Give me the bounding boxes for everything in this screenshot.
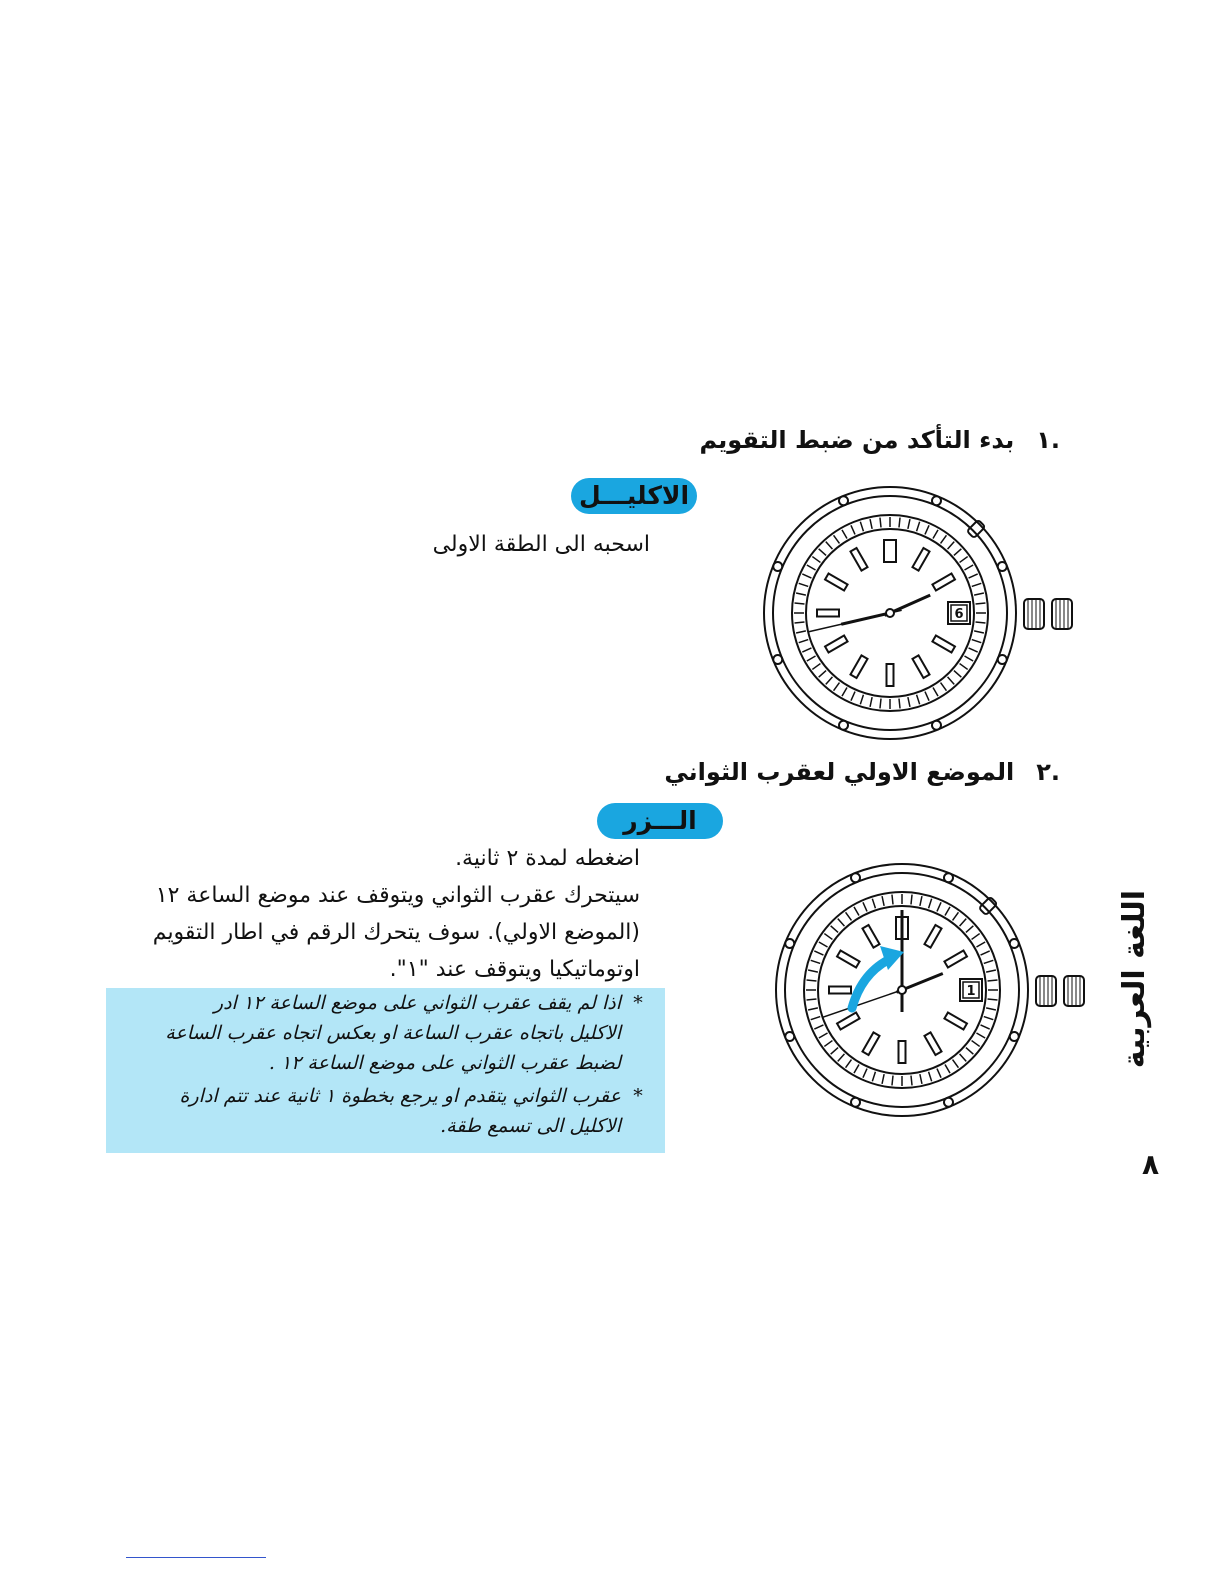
minute-tick (899, 699, 900, 709)
minute-tick (807, 565, 816, 570)
minute-tick (929, 1072, 932, 1082)
footer-line (126, 1557, 266, 1558)
minute-tick (795, 603, 805, 604)
minute-tick (933, 530, 938, 539)
minute-tick (796, 631, 806, 633)
minute-tick (908, 519, 910, 529)
bezel-screw (785, 939, 794, 948)
minute-tick (911, 1076, 912, 1086)
minute-tick (911, 895, 912, 905)
note-2-line-2: الاكليل الى تسمع طقة. (440, 1115, 621, 1137)
minute-tick (846, 912, 852, 920)
note-1-line-1: * اذا لم يقف عقرب الثواني على موضع الساعة ١٢ ادر (213, 992, 643, 1014)
bezel-screw (932, 721, 941, 730)
note-list (106, 988, 665, 1141)
bezel-screw (785, 1032, 794, 1041)
minute-tick (812, 557, 820, 563)
bezel-screw (773, 562, 782, 571)
minute-tick (953, 912, 959, 920)
minute-tick (814, 951, 823, 955)
minute-tick (842, 530, 847, 539)
bezel-screw (1010, 1032, 1019, 1041)
minute-tick (811, 960, 821, 963)
step-2-line-2: سيتحرك عقرب الثواني ويتوقف عند موضع الساعة ١٢ (155, 883, 640, 908)
minute-tick (945, 1064, 950, 1073)
minute-tick (880, 518, 881, 528)
note-1-line-3: لضبط عقرب الثواني على موضع الساعة ١٢ . (268, 1052, 621, 1074)
minute-tick (863, 902, 867, 911)
hour-index (825, 573, 848, 590)
minute-tick (984, 960, 994, 963)
step-2-line-4: اوتوماتيكيا ويتوقف عند "١". (389, 957, 640, 982)
crown-pill-label: الاكليـــل (571, 478, 697, 514)
minute-tick (948, 542, 955, 549)
bezel-screw (773, 655, 782, 664)
minute-tick (826, 542, 833, 549)
step-1-instructions (230, 526, 650, 563)
watch-face-1 (764, 487, 1072, 739)
minute-tick (986, 970, 996, 972)
minute-tick (812, 664, 820, 670)
bezel-screw (839, 721, 848, 730)
minute-tick (960, 664, 968, 670)
hour-index (932, 635, 955, 652)
minute-tick (988, 980, 998, 981)
hour-index (912, 548, 929, 571)
minute-tick (972, 1041, 980, 1047)
hour-index (924, 925, 941, 948)
step-2-heading (664, 758, 1060, 786)
button-pill-label: الـــزر (597, 803, 723, 839)
minute-tick (948, 677, 955, 684)
minute-tick (854, 1064, 859, 1073)
minute-tick (834, 683, 840, 691)
minute-tick (974, 631, 984, 633)
second-hand (841, 613, 890, 624)
bezel-screw (998, 562, 1007, 571)
minute-tick (819, 1033, 828, 1038)
hour-index (862, 1032, 879, 1055)
step-1-heading (699, 426, 1060, 454)
minute-tick (976, 1033, 985, 1038)
hour-index (887, 664, 894, 686)
minute-tick (986, 1008, 996, 1010)
minute-tick (814, 1025, 823, 1029)
minute-tick (824, 1041, 832, 1047)
hand-pivot (886, 609, 894, 617)
minute-tick (954, 671, 961, 678)
note-2-line-1: * عقرب الثواني يتقدم او يرجع بخطوة ١ ثانية عند تتم ادارة (179, 1085, 643, 1107)
hour-index (932, 573, 955, 590)
crown-left (1024, 599, 1044, 629)
minute-tick (872, 1072, 875, 1082)
minute-tick (870, 697, 872, 707)
bezel-screw (851, 873, 860, 882)
hour-index (912, 655, 929, 678)
minute-tick (899, 518, 900, 528)
minute-tick (851, 692, 855, 701)
hand-pivot (898, 986, 906, 994)
bezel-screw (932, 496, 941, 505)
hour-index (837, 950, 860, 967)
minute-tick (831, 926, 838, 933)
bezel-screw (839, 496, 848, 505)
minute-tick (966, 926, 973, 933)
minute-tick (941, 683, 947, 691)
minute-tick (826, 677, 833, 684)
note-box (106, 988, 665, 1153)
page-number: ٨ (1142, 1148, 1160, 1181)
crown-left (1036, 976, 1056, 1006)
minute-tick (802, 574, 811, 578)
step-2-line-1: اضغطه لمدة ٢ ثانية. (455, 846, 640, 871)
minute-tick (960, 557, 968, 563)
minute-tick (807, 656, 816, 661)
minute-tick (842, 687, 847, 696)
minute-tick (974, 593, 984, 595)
minute-tick (972, 934, 980, 940)
hour-index (884, 540, 896, 562)
minute-tick (807, 980, 817, 981)
step-2-title: الموضع الاولي لعقرب الثواني (664, 758, 1015, 786)
minute-tick (819, 671, 826, 678)
minute-tick (917, 695, 920, 705)
minute-tick (976, 603, 986, 604)
hour-index (924, 1032, 941, 1055)
minute-tick (954, 549, 961, 556)
watch-illustration-1 (760, 478, 1090, 748)
hour-index (850, 548, 867, 571)
step-2-number: .٢ (1036, 758, 1060, 786)
minute-tick (941, 535, 947, 543)
minute-tick (964, 656, 973, 661)
minute-tick (863, 1069, 867, 1078)
hour-index (862, 925, 879, 948)
step-2-instructions (100, 840, 640, 988)
crown-right (1064, 976, 1084, 1006)
minute-tick (880, 699, 881, 709)
step-1-line: اسحبه الى الطقة الاولى (432, 532, 650, 557)
hour-index (850, 655, 867, 678)
hour-index (829, 987, 851, 994)
minute-tick (976, 622, 986, 623)
minute-tick (976, 942, 985, 947)
minute-tick (953, 1060, 959, 1068)
minute-tick (984, 1017, 994, 1020)
minute-tick (808, 970, 818, 972)
minute-tick (851, 525, 855, 534)
minute-tick (920, 896, 922, 906)
step-1-number: .١ (1036, 426, 1060, 454)
minute-tick (908, 697, 910, 707)
bezel-screw (851, 1098, 860, 1107)
bezel-screw (944, 873, 953, 882)
bezel-screw (998, 655, 1007, 664)
pusher (967, 520, 985, 538)
hour-index (899, 1041, 906, 1063)
minute-tick (964, 565, 973, 570)
watch-2-date: 1 (966, 984, 976, 999)
minute-tick (838, 1054, 845, 1061)
minute-tick (937, 1069, 941, 1078)
minute-tick (892, 895, 893, 905)
minute-tick (920, 1074, 922, 1084)
hour-index (837, 1012, 860, 1029)
minute-tick (972, 640, 982, 643)
minute-tick (831, 1048, 838, 1055)
hour-index (944, 950, 967, 967)
minute-tick (945, 907, 950, 916)
minute-tick (795, 622, 805, 623)
minute-tick (933, 687, 938, 696)
minute-tick (799, 583, 809, 586)
note-1-line-2: الاكليل باتجاه عقرب الساعة او بعكس اتجاه عقرب الساعة (165, 1022, 621, 1044)
minute-tick (969, 648, 978, 652)
minute-tick (824, 934, 832, 940)
minute-tick (882, 896, 884, 906)
minute-tick (981, 1025, 990, 1029)
minute-tick (799, 640, 809, 643)
minute-tick (972, 583, 982, 586)
minute-tick (819, 549, 826, 556)
minute-tick (892, 1076, 893, 1086)
minute-tick (802, 648, 811, 652)
minute-tick (808, 1008, 818, 1010)
minute-tick (937, 902, 941, 911)
bezel-screw (1010, 939, 1019, 948)
minute-tick (882, 1074, 884, 1084)
hour-index (817, 610, 839, 617)
step-1-title: بدء التأكد من ضبط التقويم (699, 426, 1015, 454)
watch-illustration-2 (770, 862, 1100, 1132)
minute-tick (846, 1060, 852, 1068)
minute-tick (860, 695, 863, 705)
bezel-screw (944, 1098, 953, 1107)
crown-right (1052, 599, 1072, 629)
minute-tick (917, 522, 920, 532)
minute-tick (860, 522, 863, 532)
minute-tick (854, 907, 859, 916)
minute-tick (988, 999, 998, 1000)
pusher (979, 897, 997, 915)
minute-tick (838, 919, 845, 926)
watch-face-2 (776, 864, 1084, 1116)
minute-tick (807, 999, 817, 1000)
hour-index (825, 635, 848, 652)
minute-tick (960, 919, 967, 926)
minute-tick (925, 692, 929, 701)
minute-tick (872, 899, 875, 909)
minute-tick (929, 899, 932, 909)
step-2-line-3: (الموضع الاولي). سوف يتحرك الرقم في اطار التقويم (152, 920, 640, 945)
minute-tick (819, 942, 828, 947)
minute-tick (981, 951, 990, 955)
minute-tick (834, 535, 840, 543)
minute-tick (796, 593, 806, 595)
minute-tick (925, 525, 929, 534)
minute-tick (969, 574, 978, 578)
minute-tick (870, 519, 872, 529)
minute-tick (966, 1048, 973, 1055)
watch-1-date: 6 (954, 607, 964, 622)
minute-tick (960, 1054, 967, 1061)
minute-tick (811, 1017, 821, 1020)
side-language-label: اللغة العربية (1117, 890, 1152, 1069)
hour-index (944, 1012, 967, 1029)
